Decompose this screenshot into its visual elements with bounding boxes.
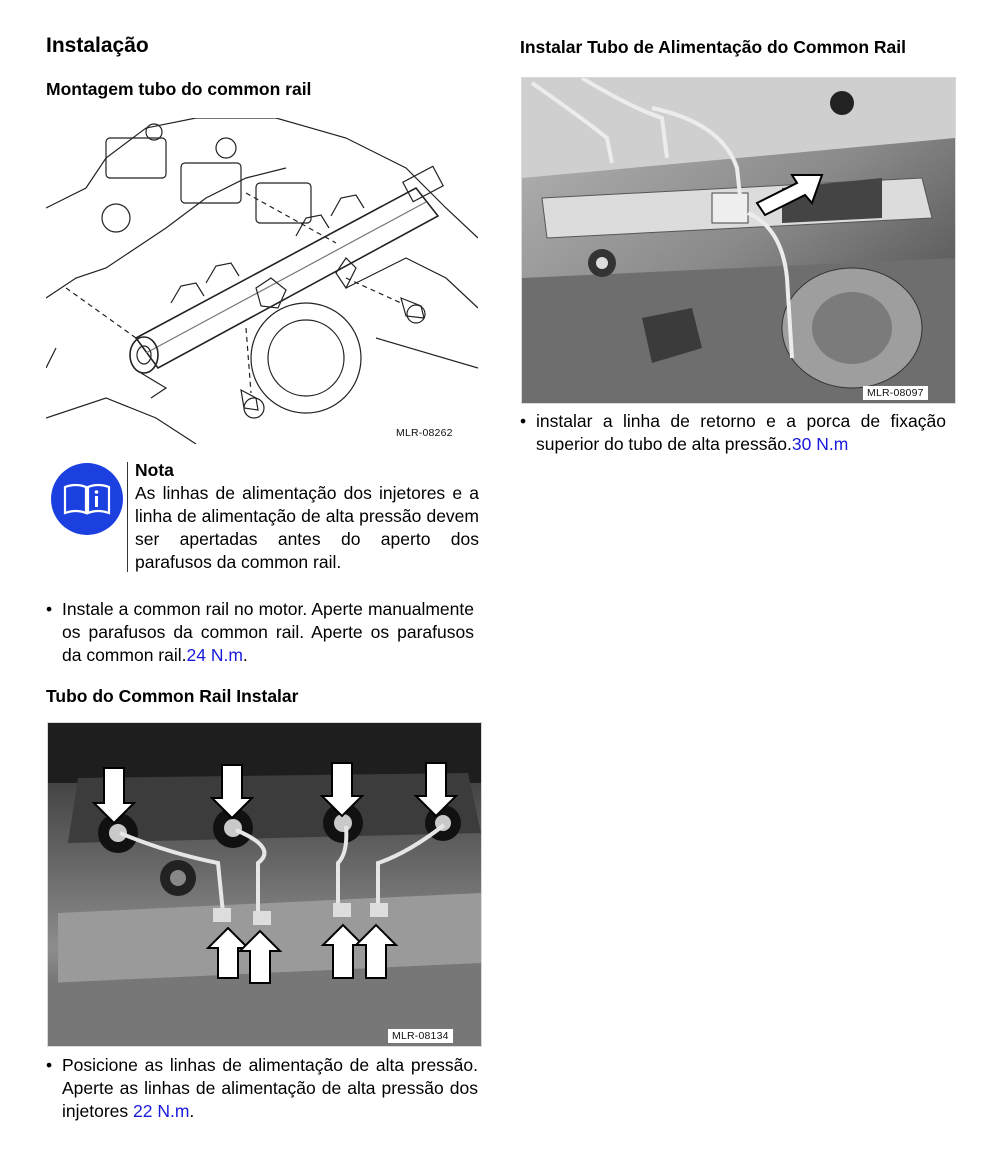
instruction-bullet-injector-lines — [46, 1054, 478, 1124]
return-line-photo-art — [522, 78, 955, 403]
info-book-icon — [51, 463, 123, 535]
bullet-symbol: • — [46, 599, 53, 619]
section-heading: Instalação — [46, 34, 149, 57]
note-body: As linhas de alimentação dos injetores e a linha de alimentação de alta pressão devem ser apertadas antes do aperto dos parafusos da common rail. — [135, 483, 479, 572]
figure-label-08097: MLR-08097 — [863, 386, 928, 400]
bullet-symbol: • — [520, 411, 527, 431]
instruction-bullet-common-rail — [46, 598, 474, 668]
bullet-text: Posicione as linhas de alimentação de alta pressão. Aperte as linhas de alimentação de alta pressão dos injetores — [62, 1055, 478, 1121]
common-rail-drawing — [46, 118, 478, 444]
open-book-icon — [51, 463, 123, 535]
instruction-bullet-return-line — [520, 410, 946, 458]
torque-link-30nm[interactable]: 30 N.m — [791, 434, 849, 454]
injector-lines-photo — [47, 722, 482, 1047]
bullet-text: Instale a common rail no motor. Aperte manualmente os parafusos da common rail. Aperte os parafusos da common rail. — [62, 599, 474, 665]
injector-photo-art — [48, 723, 481, 1046]
bullet-symbol: • — [46, 1055, 53, 1075]
note-divider — [127, 462, 128, 572]
torque-link-22nm[interactable]: 22 N.m — [133, 1101, 190, 1121]
bullet-end: . — [189, 1101, 195, 1121]
figure-label-08134: MLR-08134 — [388, 1029, 453, 1043]
subheading-montagem: Montagem tubo do common rail — [46, 79, 312, 99]
subheading-instalar-tubo: Instalar Tubo de Alimentação do Common Rail — [520, 37, 907, 57]
torque-link-24nm[interactable]: 24 N.m — [186, 645, 243, 665]
subheading-tubo-instalar: Tubo do Common Rail Instalar — [46, 686, 299, 706]
return-line-photo — [521, 77, 956, 404]
common-rail-line-art — [46, 118, 478, 444]
bullet-end: . — [242, 645, 248, 665]
note-title: Nota — [135, 460, 174, 480]
figure-label-08262: MLR-08262 — [392, 426, 457, 440]
bullet-text: instalar a linha de retorno e a porca de fixação superior do tubo de alta pressão. — [536, 411, 946, 454]
